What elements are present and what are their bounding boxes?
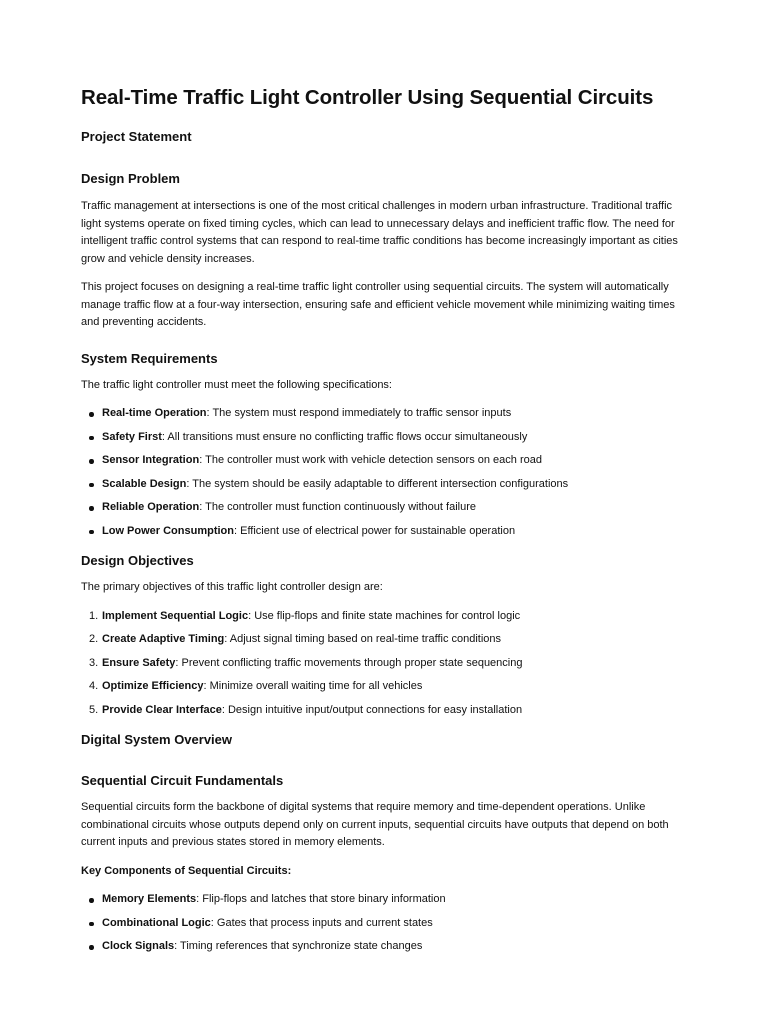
list-item-number: 5.: [89, 703, 99, 716]
list-item: [81, 452, 688, 470]
heading-design-objectives: Design Objectives: [81, 553, 194, 568]
list-item-desc: : Prevent conflicting traffic movements through proper state sequencing: [175, 656, 523, 669]
list-item-desc: : Adjust signal timing based on real-time traffic conditions: [224, 633, 502, 645]
list-item-term: Implement Sequential Logic: [102, 609, 249, 622]
list-item-term: Optimize Efficiency: [102, 680, 204, 692]
document-title: Real-Time Traffic Light Controller Using Sequential Circuits: [81, 86, 654, 109]
list-item-number: 2.: [89, 633, 99, 645]
list-item-term: Memory Elements: [102, 893, 197, 905]
list-item-term: Scalable Design: [102, 477, 187, 490]
list-item-desc: : The controller must work with vehicle detection sensors on each road: [199, 454, 542, 466]
list-item: [81, 476, 688, 494]
list-item-number: 4.: [89, 680, 99, 692]
key-components-heading: Key Components of Sequential Circuits:: [81, 864, 292, 877]
key-components-list: [81, 891, 688, 956]
list-item-term: Low Power Consumption: [102, 524, 234, 537]
list-item: [81, 702, 688, 720]
heading-system-requirements: System Requirements: [81, 350, 218, 366]
heading-digital-system-overview: Digital System Overview: [81, 732, 233, 747]
design-objectives-intro: The primary objectives of this traffic light controller design are:: [81, 581, 383, 593]
system-requirements-intro: The traffic light controller must meet the following specifications:: [81, 378, 392, 391]
list-item-desc: : The system must respond immediately to traffic sensor inputs: [206, 407, 512, 419]
list-item: [81, 915, 688, 933]
design-problem-paragraph-1: Traffic management at intersections is one of the most critical challenges in modern urban infrastructure. Traditional traffic light systems operate on fixed timing cycles, which can lead to unnecessary delays and inefficient traffic flow. The need for intelligent traffic control systems that can respond to real-time traffic conditions has become increasingly important as cities grow and vehicle density increases.: [81, 200, 678, 265]
list-item-desc: : Efficient use of electrical power for sustainable operation: [234, 524, 516, 537]
list-item-desc: : Gates that process inputs and current states: [210, 916, 433, 929]
design-problem-paragraph-2: This project focuses on designing a real-time traffic light controller using sequential circuits. The system will automatically manage traffic flow at a four-way intersection, ensuring safe and efficient vehicle movement while minimizing waiting times and preventing accidents.: [81, 281, 675, 328]
list-item: [81, 678, 688, 696]
heading-sequential-fundamentals: Sequential Circuit Fundamentals: [81, 773, 284, 788]
list-item: [81, 523, 688, 541]
list-item: [81, 405, 688, 423]
system-requirements-list: [81, 405, 688, 540]
heading-project-statement: Project Statement: [81, 129, 192, 144]
list-item-desc: : Use flip-flops and finite state machines for control logic: [248, 609, 521, 622]
heading-design-problem: Design Problem: [81, 171, 180, 186]
list-item-term: Real-time Operation: [102, 407, 207, 419]
list-item-term: Clock Signals: [102, 940, 175, 952]
list-item: [81, 499, 688, 517]
list-item: [81, 655, 688, 673]
list-item: [81, 631, 688, 649]
list-item-term: Sensor Integration: [102, 454, 200, 466]
list-item-number: 3.: [89, 656, 99, 669]
list-item: [81, 938, 688, 956]
list-item-term: Ensure Safety: [102, 656, 176, 669]
design-objectives-list: [81, 608, 688, 720]
list-item: [81, 608, 688, 626]
list-item-term: Provide Clear Interface: [102, 703, 222, 716]
list-item-number: 1.: [89, 609, 99, 622]
list-item: [81, 429, 688, 447]
list-item-desc: : Timing references that synchronize state changes: [174, 940, 423, 952]
list-item-term: Create Adaptive Timing: [102, 633, 225, 645]
list-item-desc: : Minimize overall waiting time for all vehicles: [203, 680, 423, 692]
list-item-desc: : Design intuitive input/output connections for easy installation: [221, 703, 523, 716]
list-item-desc: : The controller must function continuously without failure: [199, 501, 476, 513]
list-item-desc: : All transitions must ensure no conflicting traffic flows occur simultaneously: [161, 430, 528, 443]
list-item-desc: : Flip-flops and latches that store binary information: [196, 893, 446, 905]
list-item-term: Reliable Operation: [102, 501, 200, 513]
list-item-desc: : The system should be easily adaptable to different intersection configurations: [186, 477, 569, 490]
list-item: [81, 891, 688, 909]
sequential-fundamentals-paragraph: Sequential circuits form the backbone of digital systems that require memory and time-dependent operations. Unlike combinational circuits whose outputs depend only on current inputs, sequential circuits have outputs that depend on both current inputs and previous states stored in memory elements.: [81, 801, 669, 848]
list-item-term: Combinational Logic: [102, 916, 211, 929]
list-item-term: Safety First: [102, 430, 162, 443]
